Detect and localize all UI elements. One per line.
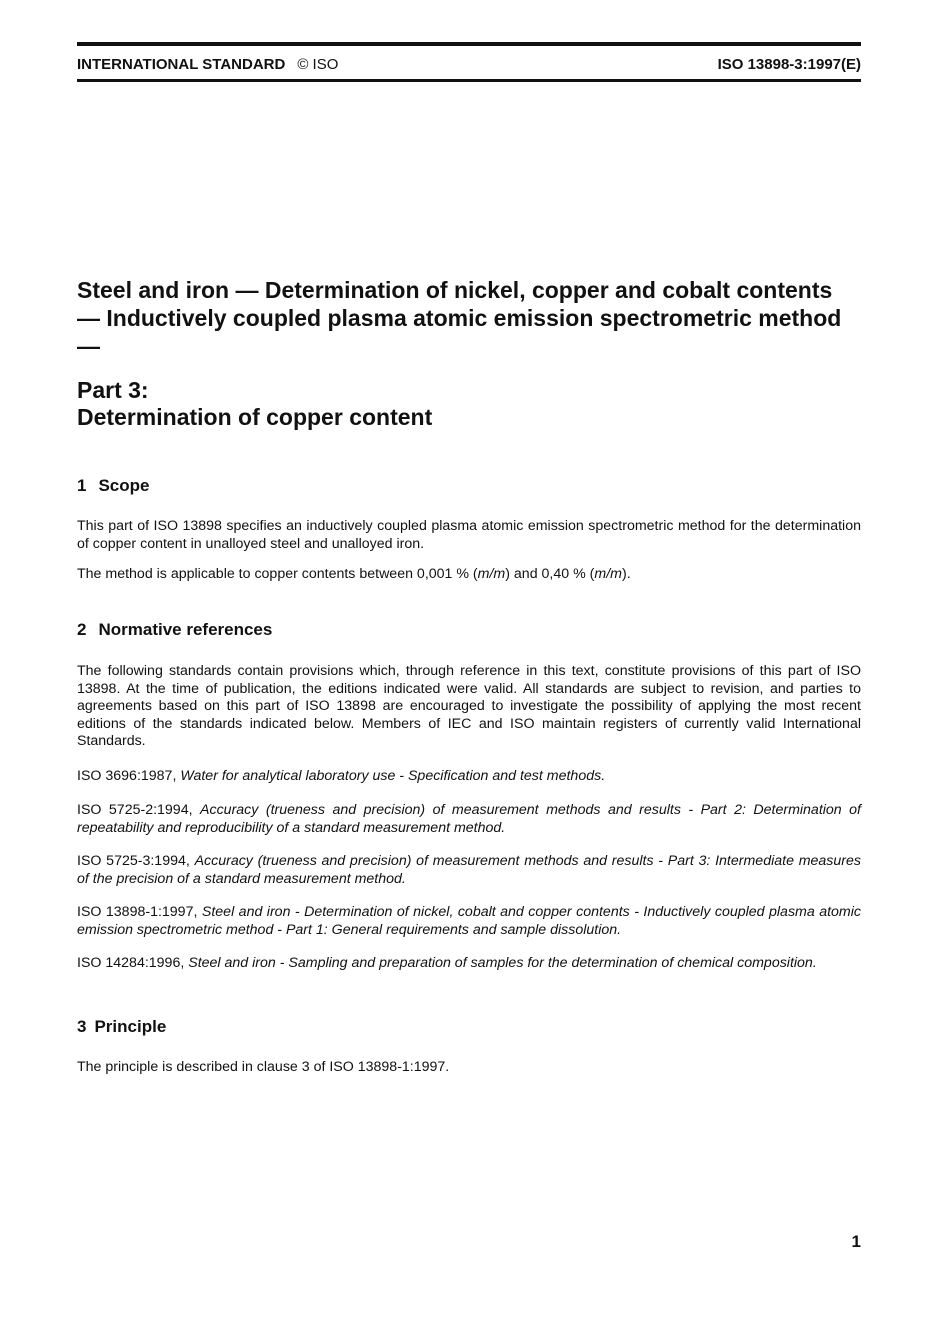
- document-title: Steel and iron — Determination of nickel, copper and cobalt contents — Inductively coupled plasma atomic emission spectrometric method —: [77, 277, 842, 359]
- text-run: The method is applicable to copper contents between 0,001 % (: [77, 566, 478, 582]
- page-header: [77, 42, 861, 82]
- normative-intro-paragraph: The following standards contain provisions which, through reference in this text, constitute provisions of this part of ISO 13898. At the time of publication, the editions indicated were valid. All standards are subject to revision, and parties to agreements based on this part of ISO 13898 are encouraged to investigate the possibility of applying the most recent editions of the standards indicated below. Members of IEC and ISO maintain registers of currently valid International Standards.: [77, 663, 861, 749]
- page-number: 1: [851, 1232, 861, 1251]
- reference-item: [77, 853, 861, 888]
- reference-code: ISO 14284:1996,: [77, 955, 185, 971]
- header-copyright: © ISO: [297, 56, 339, 73]
- header-left: [77, 56, 338, 73]
- scope-paragraph-1: This part of ISO 13898 specifies an inductively coupled plasma atomic emission spectrometric method for the determination of copper content in unalloyed steel and unalloyed iron.: [77, 518, 861, 552]
- reference-item: [77, 802, 861, 837]
- reference-code: ISO 5725-3:1994,: [77, 853, 190, 869]
- section-heading-normative-references: [77, 620, 272, 640]
- reference-code: ISO 5725-2:1994,: [77, 802, 193, 818]
- section-title: Normative references: [98, 620, 273, 639]
- text-run-italic: m/m: [594, 566, 622, 582]
- text-run: ).: [621, 566, 631, 582]
- section-number: 1: [77, 476, 87, 495]
- reference-item: [77, 904, 861, 939]
- section-number: 3: [77, 1017, 87, 1036]
- section-heading-principle: [77, 1017, 166, 1037]
- section-number: 2: [77, 620, 87, 639]
- reference-item: [77, 955, 861, 973]
- text-run-italic: m/m: [477, 566, 506, 582]
- reference-code: ISO 13898-1:1997,: [77, 904, 198, 920]
- text-run: ) and 0,40 % (: [505, 566, 595, 582]
- header-standard-type: INTERNATIONAL STANDARD: [77, 56, 286, 73]
- reference-code: ISO 3696:1987,: [77, 768, 177, 784]
- scope-paragraph-2: [77, 566, 861, 584]
- reference-title: Steel and iron - Determination of nickel, cobalt and copper contents - Inductively coupled plasma atomic emission spectrometric method - Part 1: General requirements and sample dissolution.: [77, 904, 861, 938]
- section-title: Principle: [94, 1017, 167, 1036]
- part-subtitle: Determination of copper content: [77, 404, 433, 430]
- header-document-number: ISO 13898-3:1997(E): [717, 56, 861, 73]
- reference-title: Steel and iron - Sampling and preparation of samples for the determination of chemical composition.: [188, 955, 817, 971]
- section-title: Scope: [98, 476, 150, 495]
- reference-title: Water for analytical laboratory use - Specification and test methods.: [180, 768, 606, 784]
- reference-item: [77, 768, 861, 786]
- reference-title: Accuracy (trueness and precision) of measurement methods and results - Part 3: Intermediate measures of the precision of a standard measurement method.: [77, 853, 861, 887]
- section-heading-scope: [77, 476, 150, 496]
- part-label: Part 3:: [77, 377, 149, 403]
- principle-paragraph: The principle is described in clause 3 of ISO 13898-1:1997.: [77, 1059, 450, 1075]
- reference-title: Accuracy (trueness and precision) of measurement methods and results - Part 2: Determination of repeatability and reproducibility of a standard measurement method.: [77, 802, 861, 836]
